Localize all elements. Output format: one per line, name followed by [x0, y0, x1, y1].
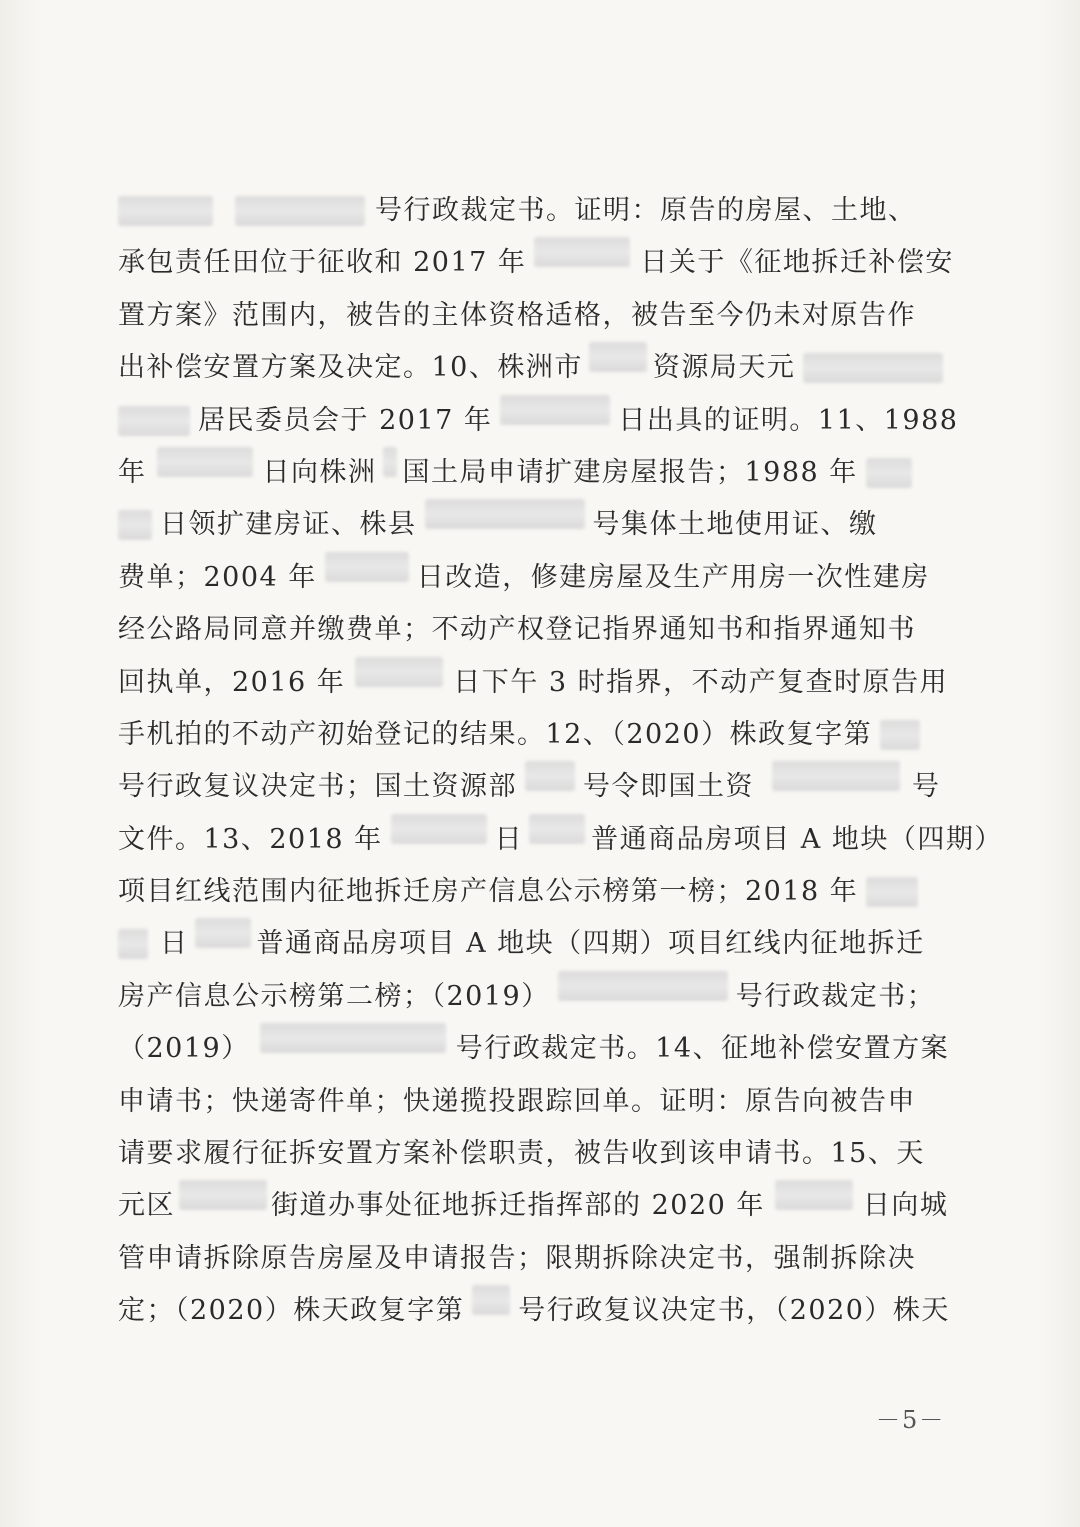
redaction-block — [866, 458, 912, 488]
text-segment: 房产信息公示榜第二榜；（2019） — [118, 980, 550, 1012]
redaction-block — [260, 1023, 446, 1053]
text-segment: 元区 — [118, 1190, 175, 1222]
text-line — [118, 552, 928, 604]
text-line — [118, 971, 936, 1023]
text-segment: 号令即国土资 — [583, 771, 754, 803]
text-segment: 日向株洲 — [262, 456, 377, 488]
text-segment: 号行政复议决定书，（2020）株天 — [518, 1295, 950, 1327]
redaction-block — [589, 342, 647, 372]
text-segment: 号行政裁定书。14、征地补偿安置方案 — [455, 1033, 950, 1065]
text-segment: 日向城 — [862, 1190, 949, 1222]
text-segment: 日关于《征地拆迁补偿安 — [640, 247, 954, 279]
redaction-block — [866, 877, 918, 907]
text-segment: 日领扩建房证、株县 — [160, 509, 417, 541]
text-line — [118, 1128, 928, 1180]
redaction-block — [118, 929, 148, 959]
text-line — [118, 604, 928, 656]
redaction-block — [157, 447, 253, 477]
text-segment: 国土局申请扩建房屋报告；1988 年 — [402, 456, 858, 488]
text-line — [118, 342, 928, 394]
text-segment: 申请书；快递寄件单；快递揽投跟踪回单。证明：原告向被告申 — [118, 1085, 916, 1117]
redaction-block — [425, 499, 585, 529]
text-segment: 号集体土地使用证、缴 — [592, 509, 878, 541]
text-segment: 日 — [494, 823, 524, 855]
text-segment: 手机拍的不动产初始登记的结果。12、（2020）株政复字第 — [118, 718, 873, 750]
redaction-block — [500, 395, 610, 425]
redaction-block — [383, 447, 397, 477]
text-segment: 年 — [118, 456, 147, 488]
text-line — [118, 814, 1003, 866]
text-segment: 日出具的证明。11、1988 — [618, 404, 959, 436]
redaction-block — [179, 1180, 267, 1210]
text-segment: 号行政裁定书； — [735, 980, 936, 1012]
redaction-block — [118, 406, 190, 436]
text-segment: 费单；2004 年 — [118, 561, 317, 593]
text-line — [118, 866, 928, 918]
text-segment: 承包责任田位于征收和 2017 年 — [118, 247, 527, 279]
text-segment: 普通商品房项目 A 地块（四期）项目红线内征地拆迁 — [256, 928, 925, 960]
text-line — [118, 1076, 928, 1128]
text-segment: （2019） — [118, 1033, 250, 1065]
redaction-block — [195, 918, 251, 948]
text-line — [118, 1023, 950, 1075]
text-segment: 日 — [160, 928, 189, 960]
text-segment: 项目红线范围内征地拆迁房产信息公示榜第一榜；2018 年 — [118, 876, 859, 908]
text-segment: 街道办事处征地拆迁指挥部的 2020 年 — [271, 1190, 765, 1222]
text-line — [118, 761, 941, 813]
redaction-block — [118, 510, 152, 540]
redaction-block — [118, 196, 213, 226]
text-line — [118, 1285, 950, 1337]
redaction-block — [775, 1180, 853, 1210]
page-number: －5－ — [876, 1406, 946, 1434]
text-line — [118, 709, 928, 761]
text-segment: 日下午 3 时指界，不动产复查时原告用 — [453, 666, 949, 698]
text-line — [118, 237, 954, 289]
redaction-block — [391, 814, 487, 844]
text-line — [118, 185, 928, 237]
redaction-block — [803, 353, 943, 383]
text-segment: 号行政裁定书。证明：原告的房屋、土地、 — [375, 195, 917, 226]
text-segment: 日改造，修建房屋及生产用房一次性建房 — [416, 561, 930, 593]
text-segment: 号行政复议决定书；国土资源部 — [118, 771, 517, 803]
redaction-block — [558, 971, 728, 1001]
redaction-block — [325, 552, 409, 582]
redaction-block — [529, 814, 585, 844]
text-segment: 置方案》范围内，被告的主体资格适格，被告至今仍未对原告作 — [118, 299, 916, 331]
text-line — [118, 1180, 949, 1232]
text-segment: 普通商品房项目 A 地块（四期） — [591, 823, 1003, 855]
text-segment: 请要求履行征拆安置方案补偿职责，被告收到该申请书。15、天 — [118, 1138, 925, 1170]
text-line — [118, 395, 959, 447]
text-segment: 资源局天元 — [652, 352, 796, 384]
text-line — [118, 290, 928, 342]
redaction-block — [355, 657, 443, 687]
text-segment: 定；（2020）株天政复字第 — [118, 1295, 465, 1327]
redaction-block — [525, 761, 575, 791]
text-segment: 回执单，2016 年 — [118, 666, 346, 698]
text-line — [118, 918, 928, 970]
redaction-block — [472, 1285, 510, 1315]
redaction-block — [235, 196, 365, 226]
text-segment: 经公路局同意并缴费单；不动产权登记指界通知书和指界通知书 — [118, 614, 916, 646]
body-text — [118, 185, 1003, 1338]
text-segment: 出补偿安置方案及决定。10、株洲市 — [118, 352, 583, 384]
redaction-block — [880, 720, 920, 750]
text-segment: 号 — [912, 771, 941, 803]
text-line — [118, 447, 928, 499]
redaction-block — [772, 761, 900, 791]
text-segment: 文件。13、2018 年 — [118, 823, 383, 855]
text-segment: 居民委员会于 2017 年 — [198, 404, 493, 436]
text-segment: 管申请拆除原告房屋及申请报告；限期拆除决定书，强制拆除决 — [118, 1242, 916, 1274]
text-line — [118, 657, 949, 709]
redaction-block — [534, 237, 630, 267]
text-line — [118, 1233, 928, 1285]
text-line — [118, 499, 928, 551]
